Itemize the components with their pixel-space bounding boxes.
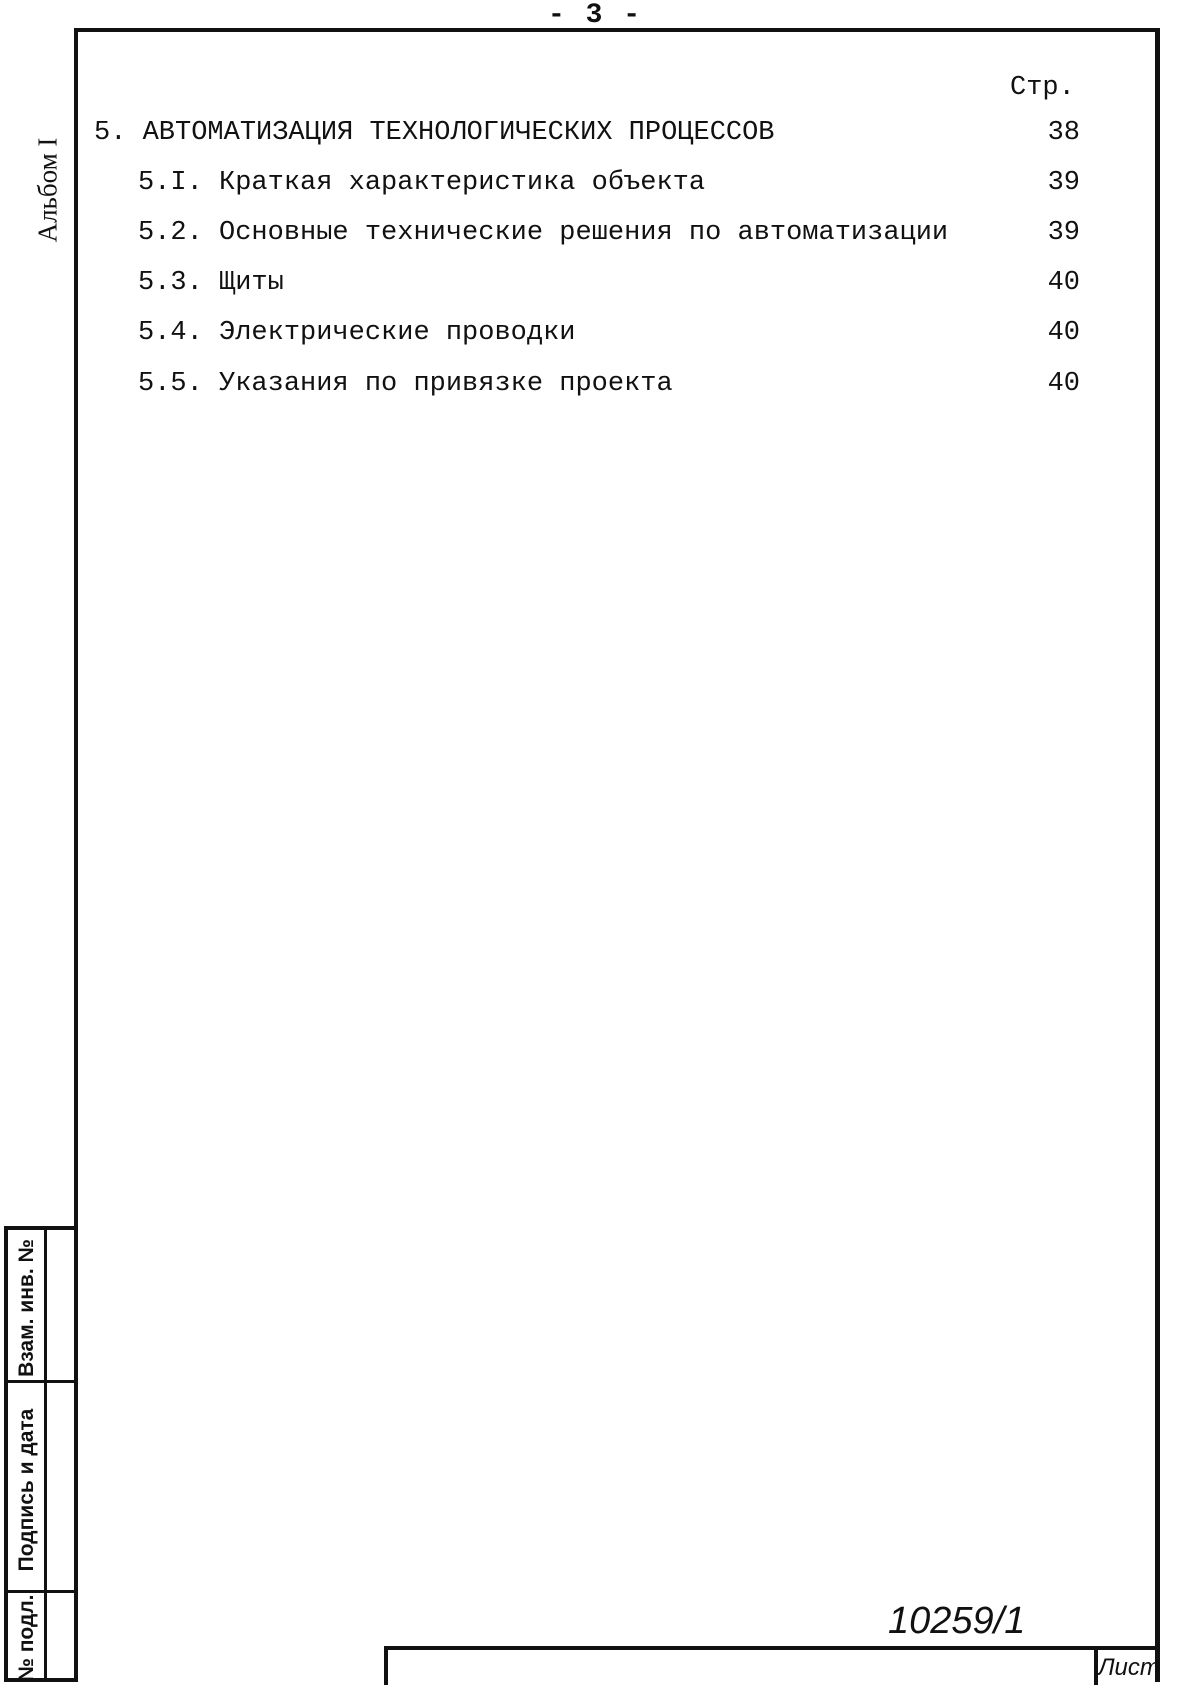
toc-page-number: 40 <box>1047 268 1080 298</box>
toc-section-title: 5. АВТОМАТИЗАЦИЯ ТЕХНОЛОГИЧЕСКИХ ПРОЦЕССОВ <box>94 118 775 148</box>
page-number: - 3 - <box>547 0 642 31</box>
toc-page-number: 39 <box>1047 168 1080 198</box>
side-stamp-block <box>4 1226 76 1682</box>
title-block-stamp <box>384 1646 1160 1685</box>
replaced-inventory-label: Взам. инв. № <box>15 1239 38 1377</box>
toc-subsection: 5.2. Основные технические решения по автоматизации <box>138 218 949 248</box>
page-column-header: Стр. <box>1010 73 1075 103</box>
toc-subsection: 5.3. Щиты <box>138 268 284 298</box>
album-label: Альбом I <box>32 137 63 243</box>
toc-page-number: 40 <box>1047 369 1080 399</box>
toc-page-number: 38 <box>1047 118 1080 148</box>
side-stamp-divider <box>44 1230 47 1678</box>
side-stamp-divider <box>8 1590 76 1593</box>
original-inventory-label: № подл. <box>15 1594 38 1682</box>
toc-subsection: 5.4. Электрические проводки <box>138 318 576 348</box>
toc-page-number: 40 <box>1047 318 1080 348</box>
signature-date-label: Подпись и дата <box>15 1408 38 1572</box>
document-code: 10259/1 <box>888 1600 1026 1642</box>
toc-subsection: 5.5. Указания по привязке проекта <box>138 369 673 399</box>
side-stamp-divider <box>8 1380 76 1383</box>
toc-page-number: 39 <box>1047 218 1080 248</box>
toc-subsection: 5.I. Краткая характеристика объекта <box>138 168 706 198</box>
sheet-label: Лист <box>1094 1650 1160 1685</box>
